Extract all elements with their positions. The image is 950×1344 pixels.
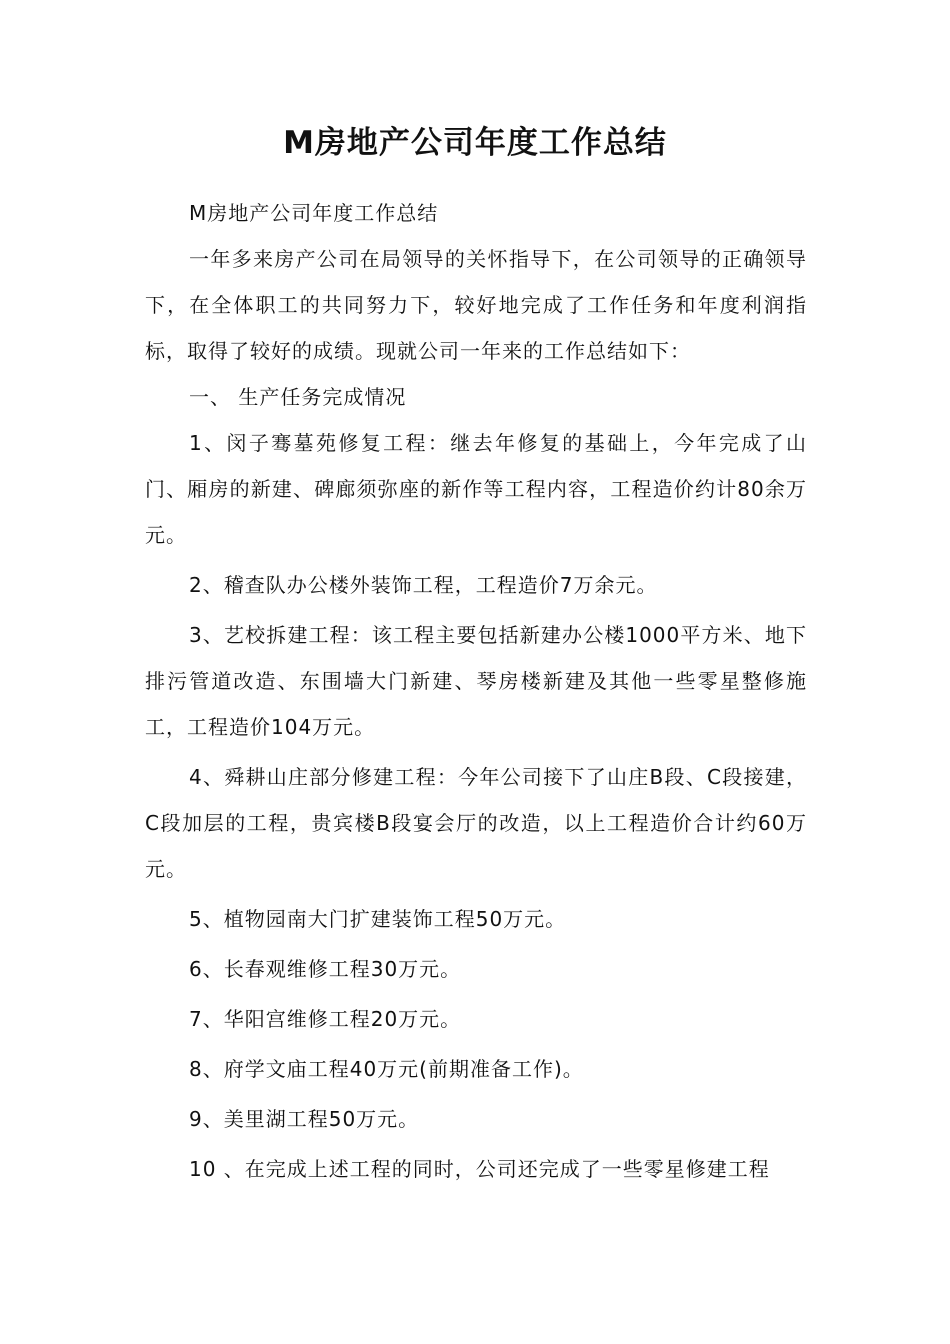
document-title: M房地产公司年度工作总结: [283, 125, 667, 161]
section-heading-production: 一、 生产任务完成情况: [189, 385, 407, 409]
document-body: [145, 190, 807, 1192]
paragraph-intro: 一年多来房产公司在局领导的关怀指导下，在公司领导的正确领导下，在全体职工的共同努力下，较好地完成了工作任务和年度利润指标，取得了较好的成绩。现就公司一年来的工作总结如下：: [145, 247, 807, 363]
paragraph-item-1: 1、闵子骞墓苑修复工程：继去年修复的基础上，今年完成了山门、厢房的新建、碑廊须弥座的新作等工程内容，工程造价约计80余万元。: [145, 431, 807, 547]
paragraph-item-10: 10 、在完成上述工程的同时，公司还完成了一些零星修建工程: [189, 1157, 770, 1181]
paragraph-item-5: 5、植物园南大门扩建装饰工程50万元。: [189, 907, 567, 931]
paragraph-item-7: 7、华阳宫维修工程20万元。: [189, 1007, 462, 1031]
paragraph-item-6: 6、长春观维修工程30万元。: [189, 957, 462, 981]
paragraph-item-2: 2、稽查队办公楼外装饰工程，工程造价7万余元。: [189, 573, 658, 597]
paragraph-subtitle: M房地产公司年度工作总结: [189, 201, 439, 225]
paragraph-item-8: 8、府学文庙工程40万元(前期准备工作)。: [189, 1057, 584, 1081]
paragraph-item-3: 3、艺校拆建工程：该工程主要包括新建办公楼1000平方米、地下排污管道改造、东围墙大门新建、琴房楼新建及其他一些零星整修施工，工程造价104万元。: [145, 623, 807, 739]
paragraph-item-4: 4、舜耕山庄部分修建工程：今年公司接下了山庄B段、C段接建，C段加层的工程，贵宾楼B段宴会厅的改造，以上工程造价合计约60万元。: [145, 765, 807, 881]
paragraph-item-9: 9、美里湖工程50万元。: [189, 1107, 420, 1131]
